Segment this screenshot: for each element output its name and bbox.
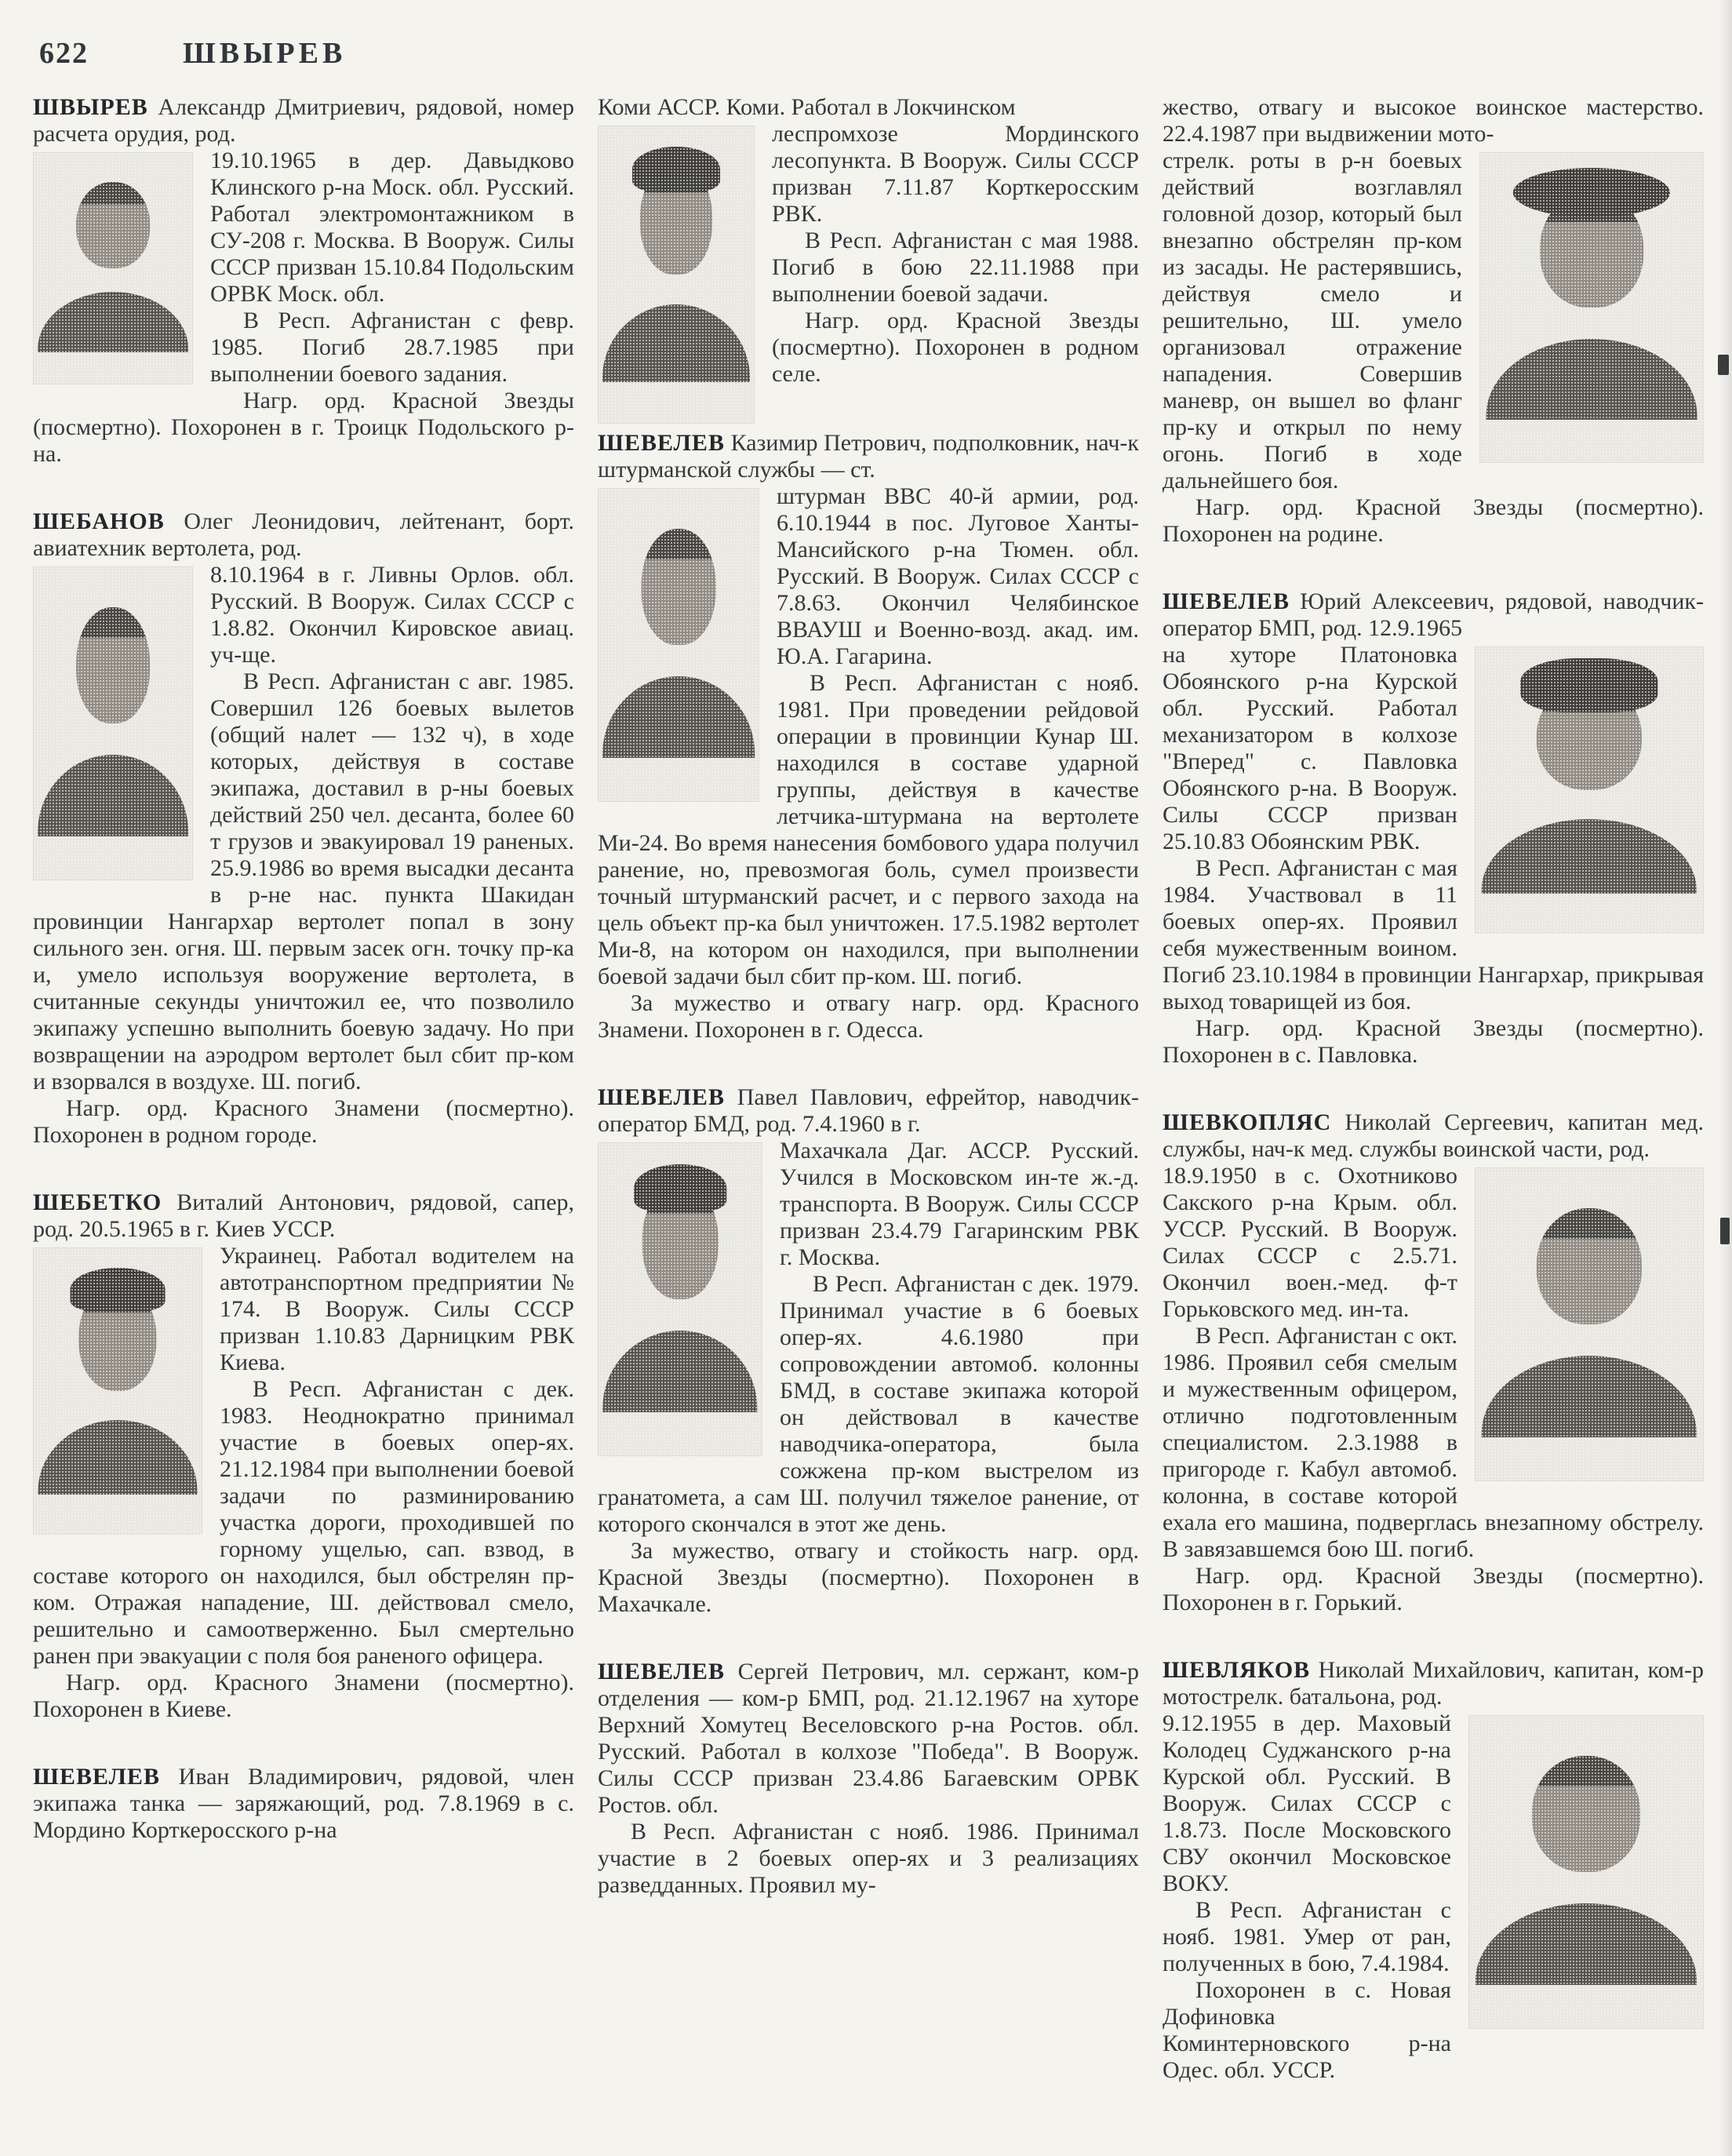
lead-text: Николай Михайлович, капитан, ком-р мотострелк. батальона, род. (1163, 1657, 1705, 1710)
surname-bold: ШЕВЛЯКОВ (1163, 1657, 1311, 1683)
entry-body: Украинец. Работал водителем на автотранспортном предприятии № 174. В Вооруж. Силы СССР призван 1.10.83 Дарницким РВК Киева. (220, 1243, 574, 1375)
entry-paragraph: В Респ. Афганистан с мая 1988. Погиб в бою 22.11.1988 при выполнении боевой задачи. (772, 228, 1139, 307)
entry-lead (33, 1764, 574, 1844)
lead-text: Сергей Петрович, мл. сержант, ком-р отделения — ком-р БМП, род. 21.12.1967 на хуторе Верхний Хомутец Веселовского р-на Ростов. обл. Русский. Работал в колхозе "Победа". В Вооруж. Силы СССР призван 23.4.86 Багаевским ОРВК Ростов. обл. (598, 1659, 1139, 1818)
entry-body: леспромхозе Мординского лесопункта. В Вооруж. Силы СССР призван 7.11.87 Корткеросским РВК. (772, 121, 1139, 227)
entry-shevelev-pavel (598, 1084, 1139, 1618)
lead-text: Казимир Петрович, подполковник, нач-к штурманской службы — ст. (598, 430, 1140, 483)
page-number: 622 (39, 37, 89, 70)
entry-paragraph: Нагр. орд. Красной Звезды (посмертно). Похоронен на родине. (1163, 494, 1704, 547)
entry-lead (598, 94, 1139, 121)
entry-paragraph: В Респ. Афганистан с окт. 1986. Проявил себя смелым и мужественным офицером, отлично подготовленным специалистом. 2.3.1988 в пригороде г. Кабул автомоб. колонна, в составе которой ехала его машина, подверглась внезапному обстрелу. В завязавшемся бою Ш. погиб. (1163, 1323, 1704, 1562)
entry-shevelev-sergey (598, 1659, 1139, 1899)
surname-bold: ШЕВКОПЛЯС (1163, 1109, 1332, 1135)
halftone-overlay (33, 152, 193, 384)
entry-paragraph: Нагр. орд. Красного Знамени (посмертно). Похоронен в Киеве. (33, 1670, 574, 1722)
entry-lead (33, 1189, 574, 1243)
portrait-photo (598, 488, 759, 802)
entry-body: стрелк. роты в р-н боевых действий возглавлял головной дозор, который был внезапно обстрелян пр-ком из засады. Не растерявшись, действуя смело и решительно, Ш. умело организовал отражение нападения. Совершив маневр, он вышел во фланг пр-ку и открыл по нему огонь. Погиб в ходе дальнейшего боя. (1163, 147, 1462, 493)
entry-shevelev-kazimir (598, 430, 1139, 1043)
lead-text: Олег Леонидович, лейтенант, борт. авиатехник вертолета, род. (33, 508, 575, 561)
lead-text: жество, отвагу и высокое воинское мастерство. 22.4.1987 при выдвижении мото- (1163, 94, 1704, 147)
portrait-photo (1468, 1715, 1704, 2029)
entry-shevelev-yuri (1163, 588, 1704, 1069)
lead-text: Александр Дмитриевич, рядовой, номер расчета орудия, род. (33, 94, 574, 147)
halftone-overlay (1475, 1167, 1704, 1481)
halftone-overlay (1468, 1715, 1704, 2029)
entry-body: 8.10.1964 в г. Ливны Орлов. обл. Русский. В Вооруж. Силах СССР с 1.8.82. Окончил Кировское авиац. уч-ще. (210, 562, 574, 668)
surname-bold: ШЕВЕЛЕВ (33, 1764, 160, 1790)
surname-bold: ШВЫРЕВ (33, 94, 148, 120)
surname-bold: ШЕВЕЛЕВ (1163, 588, 1290, 614)
lead-text: Виталий Антонович, рядовой, сапер, род. 20.5.1965 в г. Киев УССР. (33, 1189, 575, 1242)
running-head: ШВЫРЕВ (183, 37, 347, 70)
entry-body: на хуторе Платоновка Обоянского р-на Курской обл. Русский. Работал механизатором в колхозе "Вперед" с. Павловка Обоянского р-на. В Вооруж. Силы СССР призван 25.10.83 Обоянским РВК. (1163, 642, 1457, 854)
entry-paragraph: В Респ. Афганистан с мая 1984. Участвовал в 11 боевых опер-ях. Проявил себя мужественным воином. Погиб 23.10.1984 в провинции Нангархар, прикрывая выход товарищей из боя. (1163, 855, 1704, 1014)
entry-paragraph: В Респ. Афганистан с авг. 1985. Совершил 126 боевых вылетов (общий налет — 132 ч), в ходе которых, действуя в составе экипажа, доставил в р-ны боевых действий 250 чел. десанта, более 60 т грузов и эвакуировал 19 раненых. 25.9.1986 во время высадки десанта в р-не нас. пункта Шакидан провинции Нангархар вертолет попал в зону сильного зен. огня. Ш. первым засек огн. точку пр-ка и, умело используя вооружение вертолета, в считанные секунды уничтожил ее, что позволило экипажу успешно выполнить боевую задачу. Но при возвращении на аэродром вертолет был сбит пр-ком и взорвался в воздухе. Ш. погиб. (33, 668, 574, 1094)
page-header (0, 0, 1732, 71)
halftone-overlay (598, 126, 755, 424)
entry-paragraph: Нагр. орд. Красной Звезды (посмертно). Похоронен в г. Троицк Подольского р-на. (33, 388, 574, 467)
entry-body: штурман ВВС 40-й армии, род. 6.10.1944 в пос. Луговое Ханты-Мансийского р-на Тюмен. обл. Русский. В Вооруж. Силах СССР с 7.8.63. Окончил Челябинское ВВАУШ и Военно-возд. акад. им. Ю.А. Гагарина. (777, 483, 1139, 669)
portrait-photo (33, 566, 193, 880)
halftone-overlay (1475, 646, 1704, 934)
entry-shevelev-sergey-continued (1163, 94, 1704, 548)
lead-text: Иван Владимирович, рядовой, член экипажа танка — заряжающий, род. 7.8.1969 в с. Мордино Корткеросского р-на (33, 1764, 575, 1843)
entry-shevelev-ivan (33, 1764, 574, 1844)
entry-shevlyakov (1163, 1657, 1704, 2084)
column-left (33, 94, 574, 2084)
halftone-overlay (33, 1247, 202, 1535)
entry-paragraph: В Респ. Афганистан с нояб. 1986. Принимал участие в 2 боевых опер-ях и 3 реализациях разведданных. Проявил му- (598, 1819, 1139, 1898)
scan-speck (1718, 355, 1729, 375)
entry-paragraph: Нагр. орд. Красной Звезды (посмертно). Похоронен в с. Павловка. (1163, 1015, 1704, 1068)
entry-body: 19.10.1965 в дер. Давыдково Клинского р-на Моск. обл. Русский. Работал электромонтажником в СУ-208 г. Москва. В Вооруж. Силы СССР призван 15.10.84 Подольским ОРВК Моск. обл. (210, 147, 574, 307)
column-middle (598, 94, 1139, 2084)
lead-text: Павел Павлович, ефрейтор, наводчик-оператор БМД, род. 7.4.1960 в г. (598, 1084, 1139, 1137)
lead-text: Юрий Алексеевич, рядовой, наводчик-оператор БМП, род. 12.9.1965 (1163, 588, 1704, 641)
halftone-overlay (33, 566, 193, 880)
entry-lead (1163, 94, 1704, 147)
surname-bold: ШЕВЕЛЕВ (598, 1084, 725, 1110)
entry-lead (598, 430, 1139, 483)
entry-paragraph: За мужество, отвагу и стойкость нагр. орд. Красной Звезды (посмертно). Похоронен в Махачкале. (598, 1538, 1139, 1617)
entry-body: 9.12.1955 в дер. Маховый Колодец Суджанского р-на Курской обл. Русский. В Вооруж. Силах СССР с 1.8.73. После Московского СВУ окончил Московское ВОКУ. (1163, 1710, 1451, 1896)
surname-bold: ШЕБЕТКО (33, 1189, 162, 1215)
entry-paragraph: Нагр. орд. Красной Звезды (посмертно). Похоронен в г. Горький. (1163, 1563, 1704, 1615)
column-right (1163, 94, 1704, 2084)
entry-paragraph: В Респ. Афганистан с нояб. 1981. При проведении рейдовой операции в провинции Кунар Ш. находился в составе ударной группы, действуя в качестве летчика-штурмана на вертолете Ми-24. Во время нанесения бомбового удара получил ранение, но, превозмогая боль, сумел произвести точный штурманский расчет, и с первого захода на цель объект пр-ка был уничтожен. 17.5.1982 вертолет Ми-8, на котором он находился, при выполнении боевой задачи был сбит пр-ком. Ш. погиб. (598, 670, 1139, 989)
entry-lead (1163, 588, 1704, 642)
entry-paragraph: В Респ. Афганистан с дек. 1983. Неоднократно принимал участие в боевых опер-ях. 21.12.1984 при выполнении боевой задачи по разминированию участка дороги, проходившей по горному ущелью, сап. взвод, в составе которого он находился, был обстрелян пр-ком. Отражая нападение, Ш. действовал смело, решительно и самоотверженно. Был смертельно ранен при эвакуации с поля боя раненого офицера. (33, 1376, 574, 1669)
halftone-overlay (598, 488, 759, 802)
halftone-overlay (1479, 152, 1704, 463)
surname-bold: ШЕБАНОВ (33, 508, 165, 534)
scan-speck (1720, 1218, 1730, 1244)
entry-lead (1163, 1657, 1704, 1710)
portrait-photo (1479, 152, 1704, 463)
portrait-photo (1475, 1167, 1704, 1481)
surname-bold: ШЕВЕЛЕВ (598, 1659, 725, 1684)
entry-body: 18.9.1950 в с. Охотниково Сакского р-на Крым. обл. УССР. Русский. В Вооруж. Силах СССР с 2.5.71. Окончил воен.-мед. ф-т Горьковского мед. ин-та. (1163, 1163, 1457, 1322)
entry-lead (598, 1659, 1139, 1819)
entry-lead (33, 508, 574, 562)
entry-paragraph: Нагр. орд. Красной Звезды (посмертно). Похоронен в родном селе. (772, 308, 1139, 387)
portrait-photo (598, 126, 755, 424)
entry-paragraph: В Респ. Афганистан с дек. 1979. Принимал участие в 6 боевых опер-ях. 4.6.1980 при сопровождении автомоб. колонны БМД, в составе экипажа которой он действовал в качестве наводчика-оператора, была сожжена пр-ком выстрелом из гранатомета, а сам Ш. получил тяжелое ранение, от которого скончался в этот же день. (598, 1271, 1139, 1537)
portrait-photo (33, 1247, 202, 1535)
entry-paragraph: В Респ. Афганистан с февр. 1985. Погиб 28.7.1985 при выполнении боевого задания. (210, 308, 574, 387)
lead-text: Николай Сергеевич, капитан мед. службы, нач-к мед. службы воинской части, род. (1163, 1109, 1704, 1162)
entry-shevkoplyas (1163, 1109, 1704, 1616)
entry-body: Махачкала Даг. АССР. Русский. Учился в Московском ин-те ж.-д. транспорта. В Вооруж. Силы СССР призван 23.4.79 Гагаринским РВК г. Москва. (780, 1138, 1139, 1270)
entry-lead (1163, 1109, 1704, 1163)
entry-shevelev-ivan-continued (598, 94, 1139, 388)
portrait-photo (598, 1142, 762, 1456)
surname-bold: ШЕВЕЛЕВ (598, 430, 725, 456)
entry-shebetko (33, 1189, 574, 1723)
portrait-photo (33, 152, 193, 384)
entry-paragraph: Похоронен в с. Новая Дофиновка Коминтерновского р-на Одес. обл. УССР. (1163, 1977, 1451, 2083)
entry-paragraph: В Респ. Афганистан с нояб. 1981. Умер от ран, полученных в бою, 7.4.1984. (1163, 1897, 1451, 1976)
lead-text: Коми АССР. Коми. Работал в Локчинском (598, 94, 1016, 120)
entry-lead (33, 94, 574, 147)
entry-paragraph: За мужество и отвагу нагр. орд. Красного Знамени. Похоронен в г. Одесса. (598, 990, 1139, 1043)
entry-lead (598, 1084, 1139, 1138)
halftone-overlay (598, 1142, 762, 1456)
entry-paragraph: Нагр. орд. Красного Знамени (посмертно). Похоронен в родном городе. (33, 1095, 574, 1148)
entry-shvyrev (33, 94, 574, 468)
text-columns (33, 94, 1704, 2084)
portrait-photo (1475, 646, 1704, 934)
entry-shebanov (33, 508, 574, 1149)
